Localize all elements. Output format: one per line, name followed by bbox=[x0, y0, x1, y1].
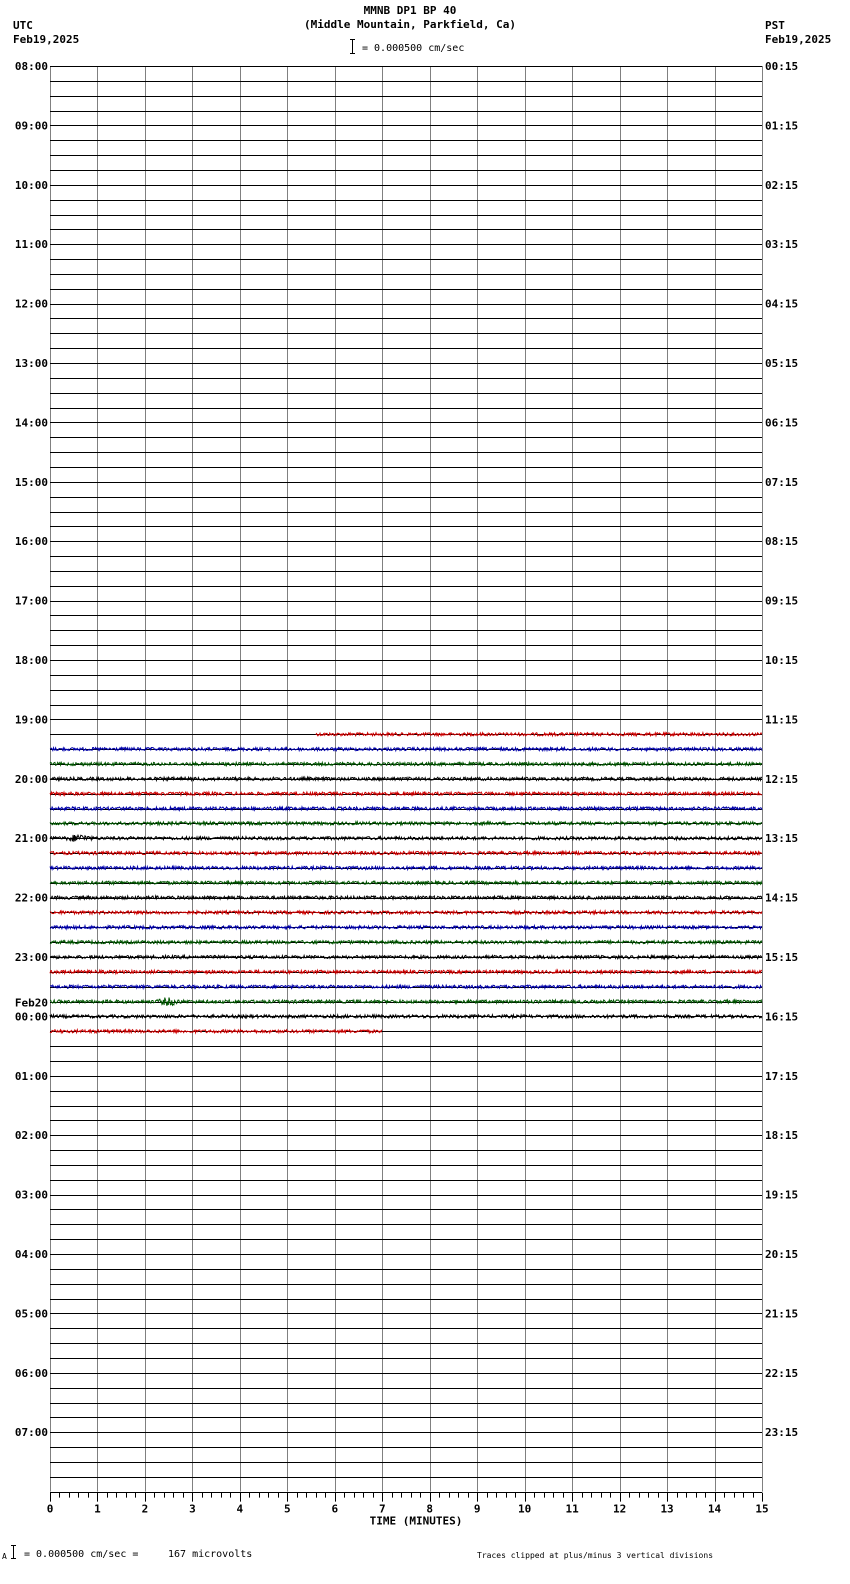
right-hour-label: 04:15 bbox=[765, 297, 799, 311]
x-tick-label: 8 bbox=[426, 1502, 434, 1516]
right-hour-label: 07:15 bbox=[765, 475, 799, 489]
seismic-trace bbox=[50, 835, 762, 842]
left-hour-label: 01:00 bbox=[14, 1069, 48, 1083]
footer-scale-bar-icon bbox=[11, 1545, 17, 1559]
clip-note: Traces clipped at plus/minus 3 vertical divisions bbox=[477, 1551, 714, 1560]
x-tick-label: 7 bbox=[378, 1502, 386, 1516]
left-hour-label: 04:00 bbox=[14, 1248, 48, 1261]
right-timezone: PST bbox=[765, 19, 785, 32]
x-tick-label: 3 bbox=[189, 1502, 196, 1516]
seismic-trace bbox=[50, 866, 762, 869]
right-hour-label: 15:15 bbox=[765, 951, 799, 964]
right-hour-label: 06:15 bbox=[765, 416, 799, 430]
seismic-trace bbox=[50, 911, 762, 914]
right-hour-label: 23:15 bbox=[765, 1426, 799, 1440]
right-hour-label: 17:15 bbox=[765, 1069, 799, 1083]
left-hour-label: 18:00 bbox=[14, 654, 48, 667]
right-hour-label: 19:15 bbox=[765, 1188, 799, 1202]
footer-scale-prefix: A bbox=[2, 1552, 7, 1561]
left-hour-label: 19:00 bbox=[14, 713, 48, 727]
left-hour-label: 20:00 bbox=[14, 772, 48, 786]
x-tick-label: 9 bbox=[473, 1502, 481, 1516]
left-hour-label: 14:00 bbox=[14, 416, 48, 430]
x-tick-label: 11 bbox=[565, 1502, 579, 1516]
right-hour-label: 03:15 bbox=[765, 238, 799, 252]
left-hour-label: 12:00 bbox=[14, 297, 48, 311]
seismic-trace bbox=[50, 1015, 762, 1018]
left-hour-label: 22:00 bbox=[14, 891, 48, 905]
left-hour-label: 23:00 bbox=[14, 951, 48, 964]
right-hour-label: 22:15 bbox=[765, 1366, 799, 1380]
scale-label: = 0.000500 cm/sec bbox=[362, 43, 465, 54]
left-hour-label: 06:00 bbox=[14, 1366, 48, 1380]
chart-subtitle: (Middle Mountain, Parkfield, Ca) bbox=[304, 18, 516, 31]
left-hour-label: 07:00 bbox=[14, 1426, 48, 1440]
left-hour-label: 11:00 bbox=[14, 238, 48, 252]
x-tick-label: 10 bbox=[518, 1502, 532, 1516]
seismic-trace bbox=[50, 762, 762, 765]
right-hour-label: 12:15 bbox=[765, 772, 799, 786]
right-hour-label: 21:15 bbox=[765, 1307, 799, 1321]
right-hour-label: 14:15 bbox=[765, 891, 799, 905]
footer-microvolts: 167 microvolts bbox=[168, 1549, 253, 1560]
left-date: Feb19,2025 bbox=[13, 33, 80, 46]
right-hour-label: 11:15 bbox=[765, 713, 799, 727]
right-hour-label: 05:15 bbox=[765, 357, 799, 370]
right-hour-label: 02:15 bbox=[765, 178, 799, 192]
right-hour-label: 13:15 bbox=[765, 832, 799, 846]
right-hour-label: 10:15 bbox=[765, 654, 799, 667]
x-tick-label: 15 bbox=[755, 1502, 769, 1516]
left-hour-label: 17:00 bbox=[14, 594, 48, 608]
x-tick-label: 12 bbox=[612, 1502, 627, 1516]
right-hour-label: 08:15 bbox=[765, 535, 799, 549]
date-change-label: Feb20 bbox=[14, 996, 48, 1010]
x-axis-label: TIME (MINUTES) bbox=[369, 1514, 463, 1528]
left-hour-label: 05:00 bbox=[14, 1307, 48, 1321]
left-hour-label: 09:00 bbox=[14, 119, 48, 133]
right-hour-label: 01:15 bbox=[765, 119, 799, 133]
right-hour-label: 09:15 bbox=[765, 594, 799, 608]
seismic-trace bbox=[50, 998, 762, 1006]
left-hour-label: 02:00 bbox=[14, 1129, 48, 1143]
x-tick-label: 0 bbox=[46, 1502, 54, 1516]
left-hour-label: 08:00 bbox=[14, 60, 48, 73]
x-tick-label: 6 bbox=[331, 1502, 339, 1516]
footer-scale-label: = 0.000500 cm/sec = bbox=[24, 1549, 139, 1560]
x-tick-label: 2 bbox=[141, 1502, 149, 1516]
x-tick-label: 14 bbox=[707, 1502, 722, 1516]
left-hour-label: 10:00 bbox=[14, 178, 48, 192]
x-tick-label: 1 bbox=[94, 1502, 101, 1516]
left-hour-label: 13:00 bbox=[14, 357, 48, 370]
x-tick-label: 5 bbox=[284, 1502, 291, 1516]
x-tick-label: 4 bbox=[236, 1502, 244, 1516]
left-hour-label: 00:00 bbox=[14, 1010, 48, 1024]
left-hour-label: 15:00 bbox=[14, 475, 48, 489]
seismic-trace bbox=[50, 792, 762, 795]
left-hour-label: 21:00 bbox=[14, 832, 48, 846]
left-timezone: UTC bbox=[13, 19, 33, 32]
right-hour-label: 18:15 bbox=[765, 1129, 799, 1143]
x-tick-label: 13 bbox=[660, 1502, 674, 1516]
right-hour-label: 20:15 bbox=[765, 1248, 799, 1261]
right-hour-label: 00:15 bbox=[765, 60, 799, 73]
left-hour-label: 03:00 bbox=[14, 1188, 48, 1202]
left-hour-label: 16:00 bbox=[14, 535, 48, 549]
chart-title: MMNB DP1 BP 40 bbox=[363, 4, 457, 17]
right-date: Feb19,2025 bbox=[765, 33, 832, 46]
right-hour-label: 16:15 bbox=[765, 1010, 799, 1024]
